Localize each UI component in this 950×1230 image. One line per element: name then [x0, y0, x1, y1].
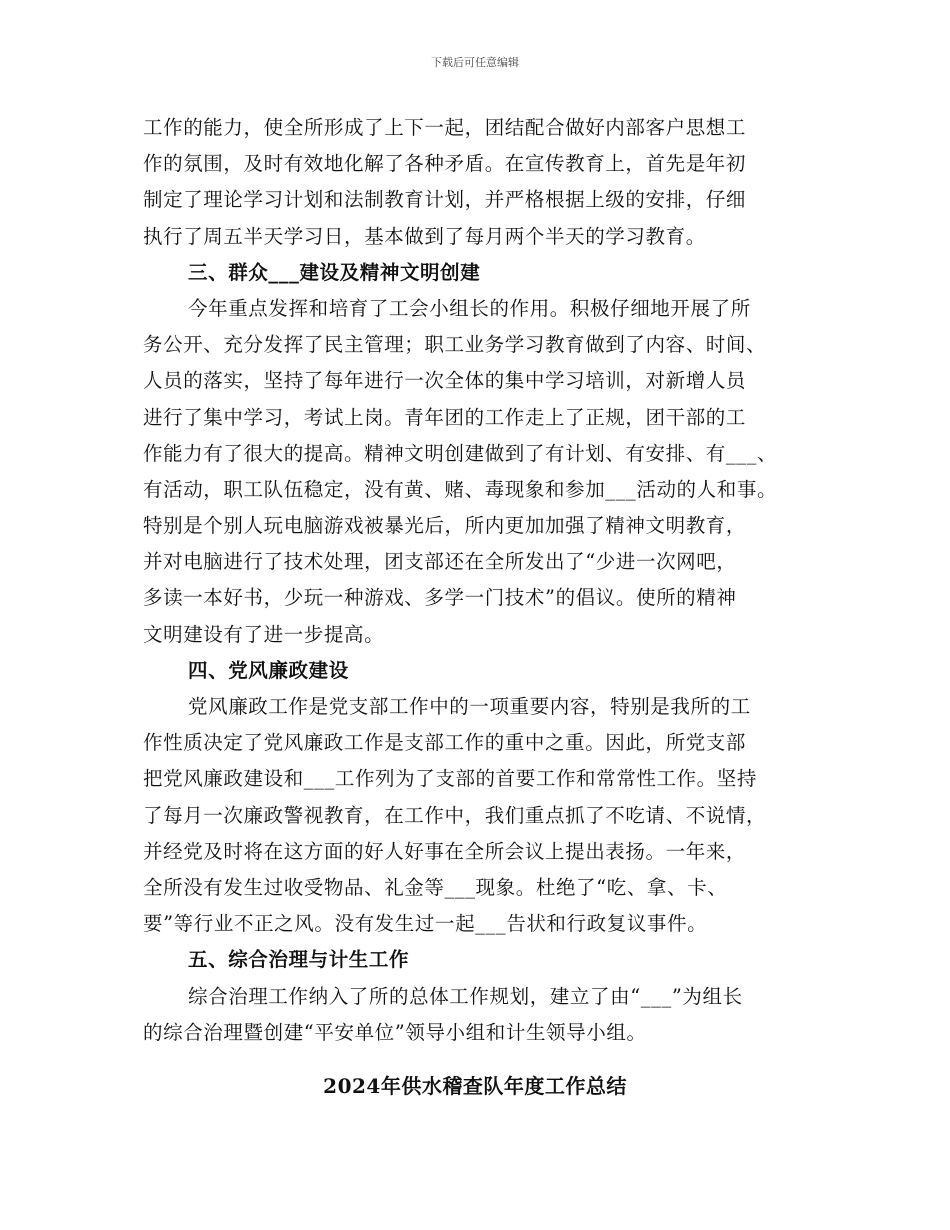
text-line: 今年重点发挥和培育了工会小组长的作用。积极仔细地开展了所 — [188, 296, 751, 320]
text-line: 全所没有发生过收受物品、礼金等___现象。杜绝了“吃、拿、卡、 — [143, 875, 728, 899]
text-line: 有活动，职工队伍稳定，没有黄、赌、毒现象和参加___活动的人和事。 — [143, 477, 778, 501]
text-line: 综合治理工作纳入了所的总体工作规划，建立了由“___”为组长 — [188, 984, 743, 1008]
text-line: 多读一本好书，少玩一种游戏、多学一门技术”的倡议。使所的精神 — [143, 586, 737, 610]
page-header: 下载后可任意编辑 — [431, 56, 519, 69]
text-line: 工作的能力，使全所形成了上下一起，团结配合做好内部客户思想工 — [143, 116, 747, 139]
section-heading: 三、群众___建设及精神文明创建 — [188, 260, 481, 284]
paragraph — [143, 979, 823, 1051]
text-line: 要”等行业不正之风。没有发生过一起___告状和行政复议事件。 — [143, 912, 708, 936]
text-line: 的综合治理暨创建“平安单位”领导小组和计生领导小组。 — [143, 1020, 647, 1044]
text-line: 文明建设有了进一步提高。 — [143, 622, 385, 646]
text-line: 作性质决定了党风廉政工作是支部工作的重中之重。因此，所党支部 — [143, 731, 747, 755]
text-line: 执行了周五半天学习日，基本做到了每月两个半天的学习教育。 — [143, 224, 706, 248]
paragraph — [143, 110, 823, 255]
text-line: 把党风廉政建设和___工作列为了支部的首要工作和常常性工作。坚持 — [143, 767, 757, 791]
paragraph — [143, 291, 823, 653]
document-body — [143, 110, 823, 1051]
text-line: 制定了理论学习计划和法制教育计划，并严格根据上级的安排，仔细 — [143, 188, 747, 212]
text-line: 党风廉政工作是党支部工作中的一项重要内容，特别是我所的工 — [188, 695, 751, 718]
text-line: 作能力有了很大的提高。精神文明创建做到了有计划、有安排、有___、 — [143, 441, 778, 465]
section-heading: 五、综合治理与计生工作 — [188, 948, 410, 972]
text-line: 特别是个别人玩电脑游戏被暴光后，所内更加加强了精神文明教育， — [143, 514, 747, 538]
text-line: 进行了集中学习，考试上岗。青年团的工作走上了正规，团干部的工 — [143, 405, 747, 429]
text-line: 了每月一次廉政警视教育，在工作中，我们重点抓了不吃请、不说情， — [143, 803, 767, 827]
text-line: 并对电脑进行了技术处理，团支部还在全所发出了“少进一次网吧， — [143, 550, 737, 574]
paragraph — [143, 689, 823, 942]
text-line: 务公开、充分发挥了民主管理；职工业务学习教育做到了内容、时间、 — [143, 333, 767, 357]
text-line: 并经党及时将在这方面的好人好事在全所会议上提出表扬。一年来， — [143, 839, 747, 863]
document-title: 2024年供水稽查队年度工作总结 — [323, 1074, 627, 1098]
text-line: 作的氛围，及时有效地化解了各种矛盾。在宣传教育上，首先是年初 — [143, 152, 747, 176]
section-heading: 四、党风廉政建设 — [188, 658, 349, 682]
text-line: 人员的落实，坚持了每年进行一次全体的集中学习培训，对新增人员 — [143, 369, 747, 393]
